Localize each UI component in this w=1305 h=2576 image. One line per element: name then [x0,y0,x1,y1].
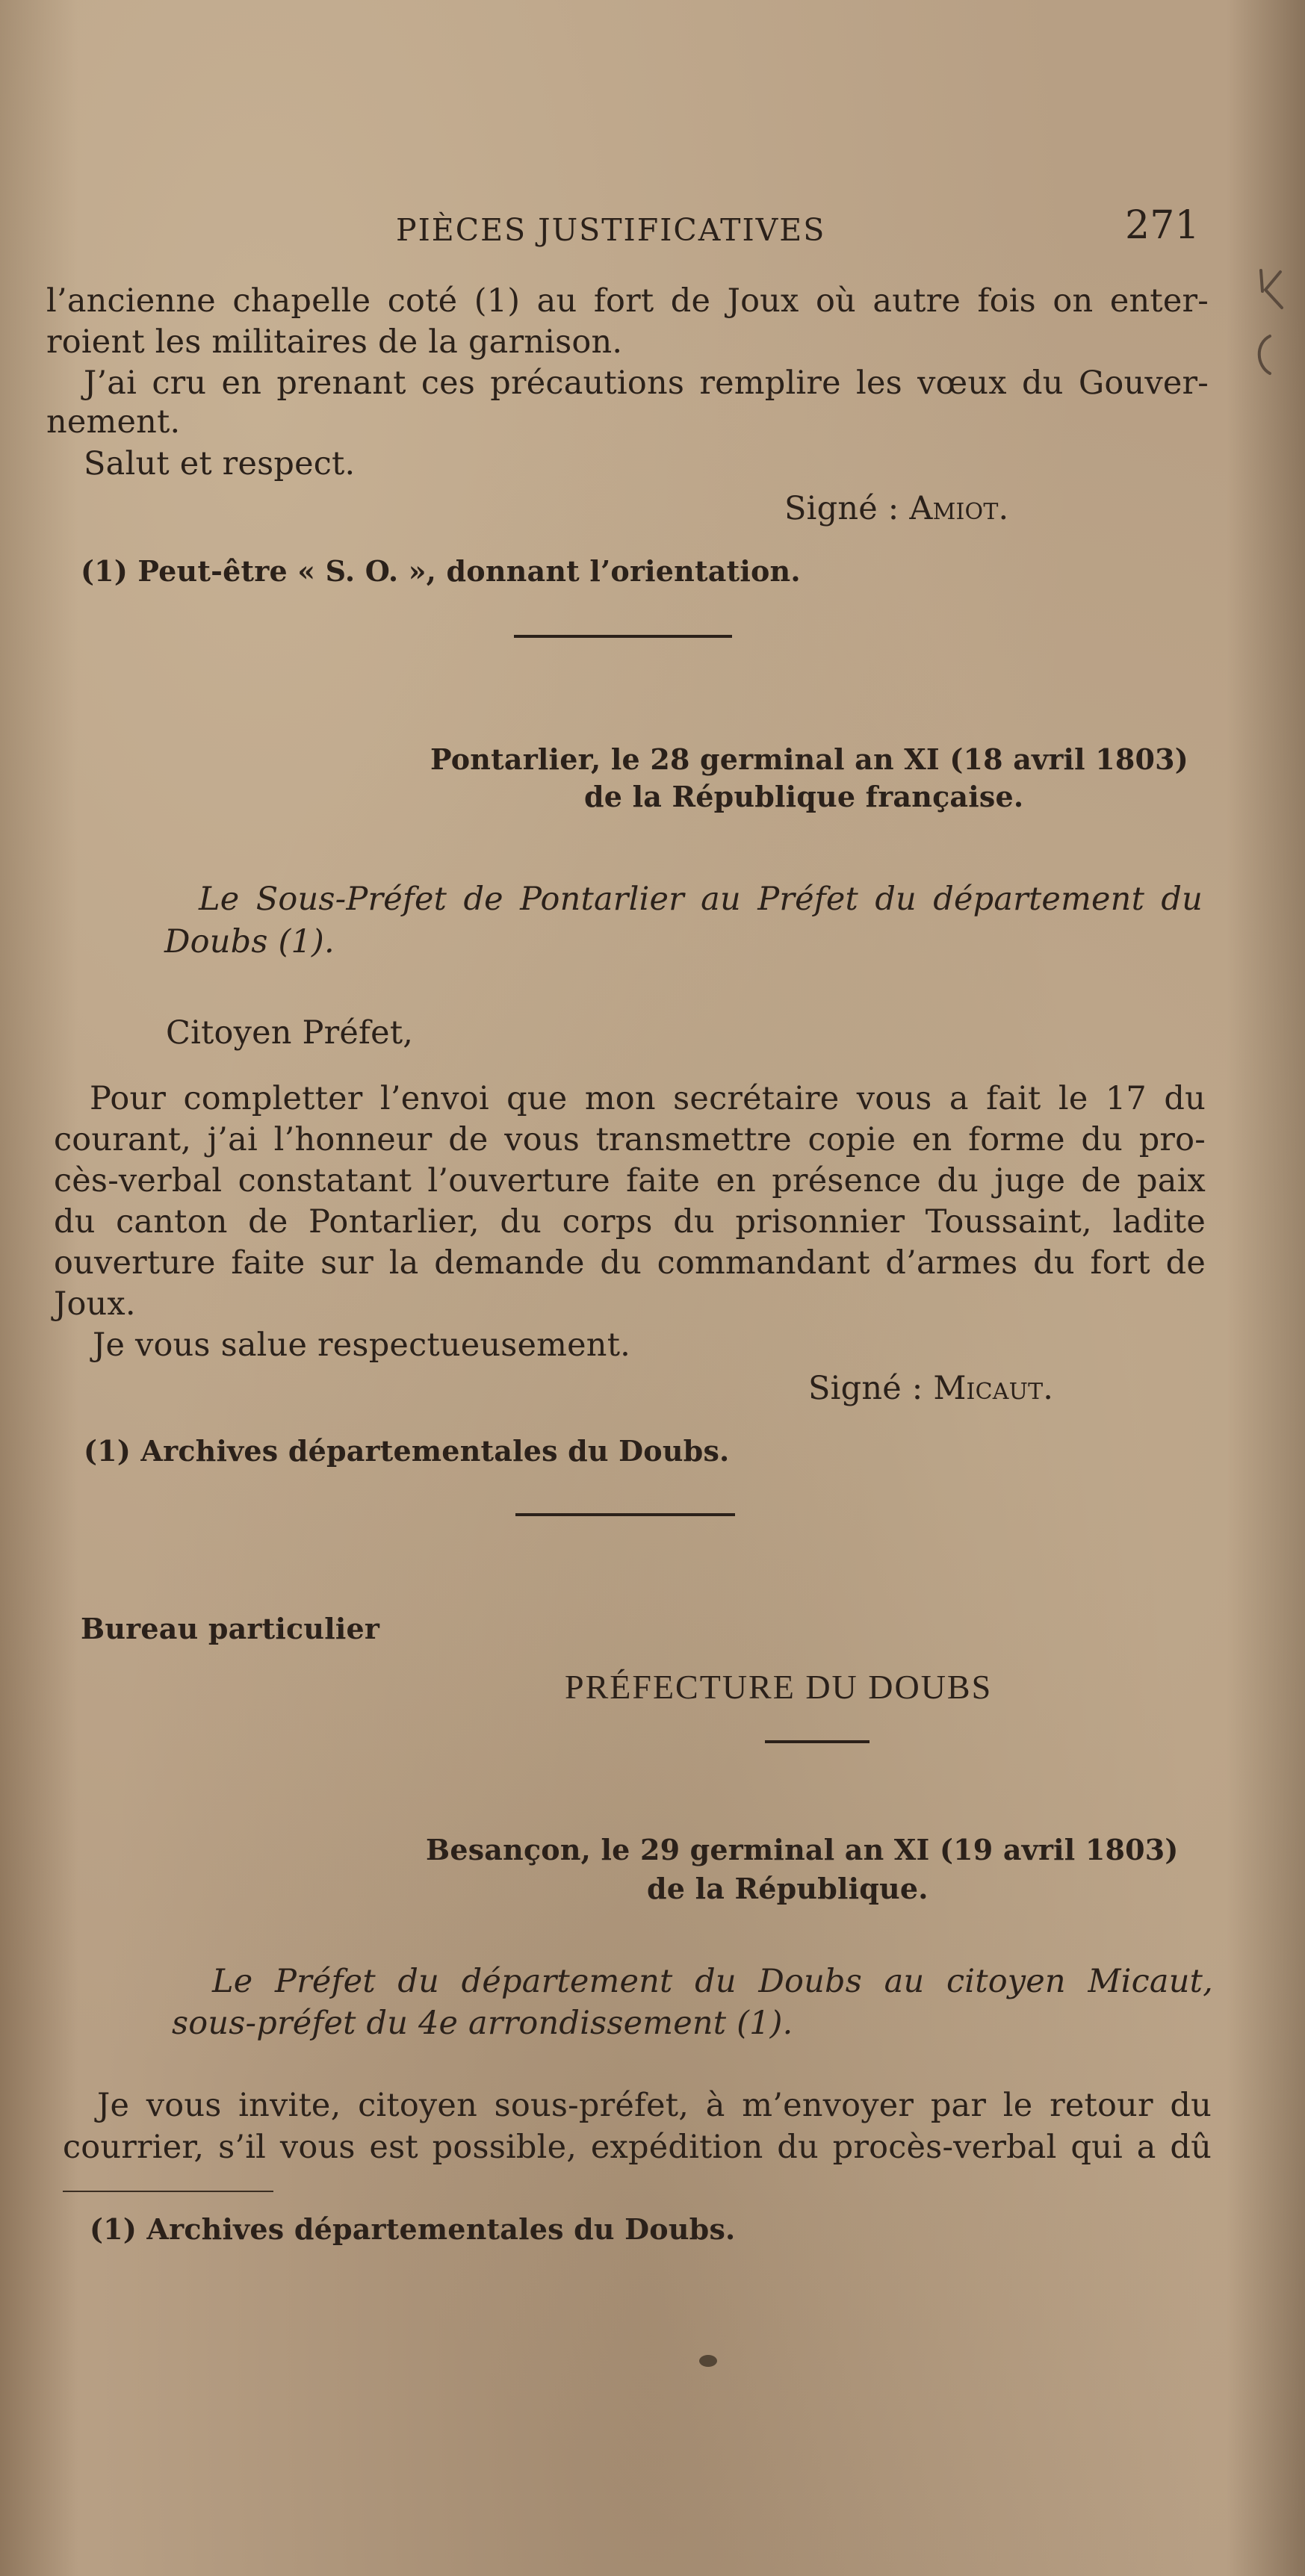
signature-prefix: Signé : [808,1370,934,1407]
letter-body-line: Pour completter l’envoi que mon secrétaire vous a fait le 17 du [90,1080,1206,1117]
salutation: Citoyen Préfet, [166,1014,414,1052]
footnote: (1) Archives départementales du Doubs. [84,1434,730,1468]
letter-heading: PRÉFECTURE DU DOUBS [565,1668,993,1706]
address-line: Le Sous-Préfet de Pontarlier au Préfet du département du [199,881,1203,918]
signature-prefix: Signé : [784,490,910,527]
section-divider [514,635,732,638]
footnote-separator [63,2191,273,2192]
letter-body-line: courrier, s’il vous est possible, expédition du procès-verbal qui a dû [63,2129,1212,2166]
text-line: roient les militaires de la garnison. [46,323,623,361]
heading-underline [765,1740,870,1743]
address-line: sous-préfet du 4e arrondissement (1). [172,2005,793,2042]
signature [784,490,1009,527]
office-label: Bureau particulier [81,1612,380,1645]
signature-name: Amiot. [909,490,1009,527]
place-date-continued: de la République française. [584,780,1024,813]
footnote: (1) Archives départementales du Doubs. [90,2212,736,2246]
letter-body-line: Joux. [54,1285,136,1323]
letter-body-line: cès-verbal constatant l’ouverture faite en présence du juge de paix [54,1162,1206,1199]
text-line: nement. [46,403,181,441]
pencil-mark-icon [1247,261,1300,396]
place-date: Besançon, le 29 germinal an XI (19 avril 1803) [426,1833,1179,1866]
address-line: Le Préfet du département du Doubs au citoyen Micaut, [212,1963,1213,2000]
address-line: Doubs (1). [164,923,335,960]
letter-body-line: Je vous salue respectueusement. [93,1326,631,1364]
text-line: Salut et respect. [84,445,356,482]
page-number: 271 [1125,203,1200,248]
signature [808,1370,1054,1407]
text-line: J’ai cru en prenant ces précautions remplire les vœux du Gouver- [84,364,1209,402]
place-date-continued: de la République. [647,1872,929,1905]
letter-body-line: courant, j’ai l’honneur de vous transmettre copie en forme du pro- [54,1121,1206,1158]
place-date: Pontarlier, le 28 germinal an XI (18 avril 1803) [430,742,1188,776]
letter-body-line: ouverture faite sur la demande du commandant d’armes du fort de [54,1244,1206,1282]
text-line: l’ancienne chapelle coté (1) au fort de Joux où autre fois on enter- [46,282,1209,320]
ink-blot-icon [693,2350,723,2372]
letter-body-line: Je vous invite, citoyen sous-préfet, à m’envoyer par le retour du [97,2087,1212,2124]
running-title: PIÈCES JUSTIFICATIVES [396,212,826,248]
signature-name: Micaut. [933,1370,1054,1407]
footnote: (1) Peut-être « S. O. », donnant l’orientation. [81,554,801,588]
letter-body-line: du canton de Pontarlier, du corps du prisonnier Toussaint, ladite [54,1203,1206,1241]
section-divider [515,1513,735,1516]
